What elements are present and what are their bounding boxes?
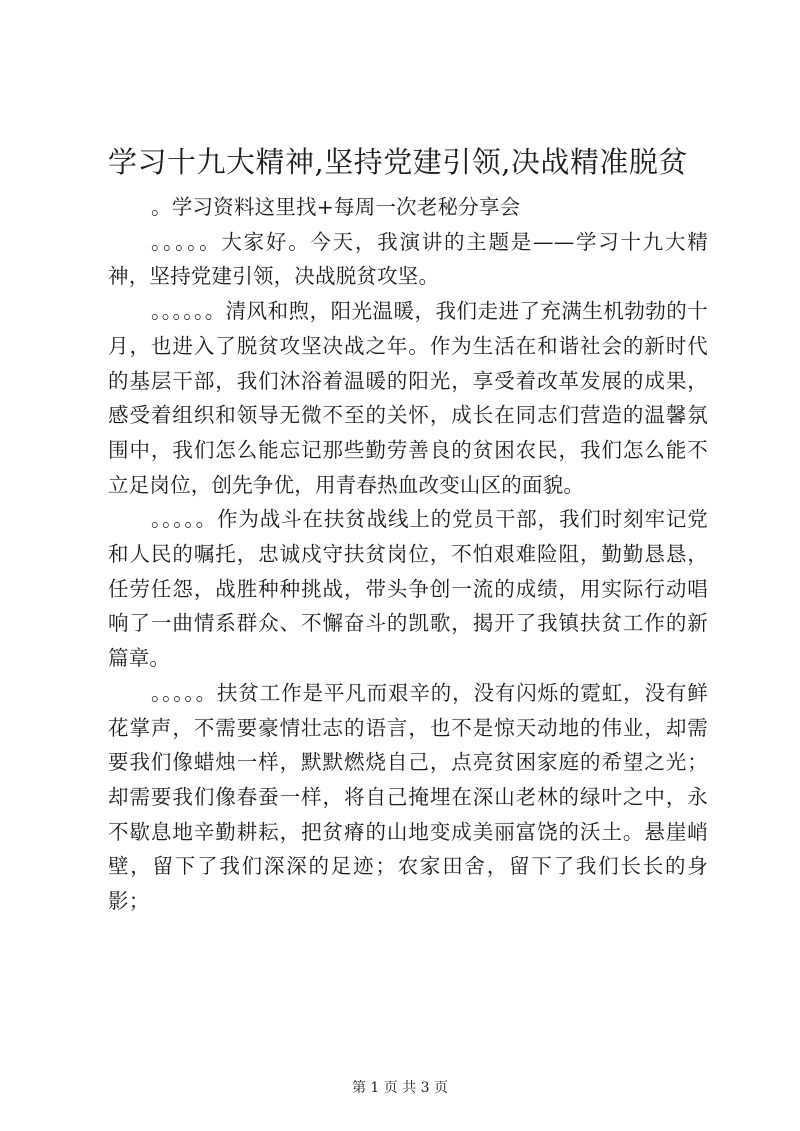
document-body bbox=[108, 190, 708, 919]
paragraph-background: 。。。。。。清风和煦，阳光温暖，我们走进了充满生机勃勃的十月，也进入了脱贫攻坚决战之年。作为生活在和谐社会的新时代的基层干部，我们沐浴着温暖的阳光，享受着改革发展的成果，感受着组织和领导无微不至的关怀，成长在同志们营造的温馨氛围中，我们怎么能忘记那些勤劳善良的贫困农民，我们怎么能不立足岗位，创先争优，用青春热血改变山区的面貌。 bbox=[108, 299, 708, 497]
page-number-footer: 第 1 页 共 3 页 bbox=[351, 1080, 449, 1096]
paragraph-hardship: 。。。。。扶贫工作是平凡而艰辛的，没有闪烁的霓虹，没有鲜花掌声，不需要豪情壮志的语言，也不是惊天动地的伟业，却需要我们像蜡烛一样，默默燃烧自己，点亮贫困家庭的希望之光；却需要我们像春蚕一样，将自己掩埋在深山老林的绿叶之中，永不歇息地辛勤耕耘，把贫瘠的山地变成美丽富饶的沃土。悬崖峭壁，留下了我们深深的足迹；农家田舍，留下了我们长长的身影； bbox=[108, 680, 708, 914]
paragraph-commitment: 。。。。。作为战斗在扶贫战线上的党员干部，我们时刻牢记党和人民的嘱托，忠诚戍守扶贫岗位，不怕艰难险阻，勤勤恳恳，任劳任怨，战胜种种挑战，带头争创一流的成绩，用实际行动唱响了一曲情系群众、不懈奋斗的凯歌，揭开了我镇扶贫工作的新篇章。 bbox=[108, 507, 708, 671]
paragraph-intro: 。学习资料这里找+每周一次老秘分享会 bbox=[151, 195, 521, 219]
document-title: 学习十九大精神,坚持党建引领,决战精准脱贫 bbox=[108, 145, 688, 179]
paragraph-greeting: 。。。。。大家好。今天，我演讲的主题是——学习十九大精神，坚持党建引领，决战脱贫攻坚。 bbox=[108, 229, 708, 289]
